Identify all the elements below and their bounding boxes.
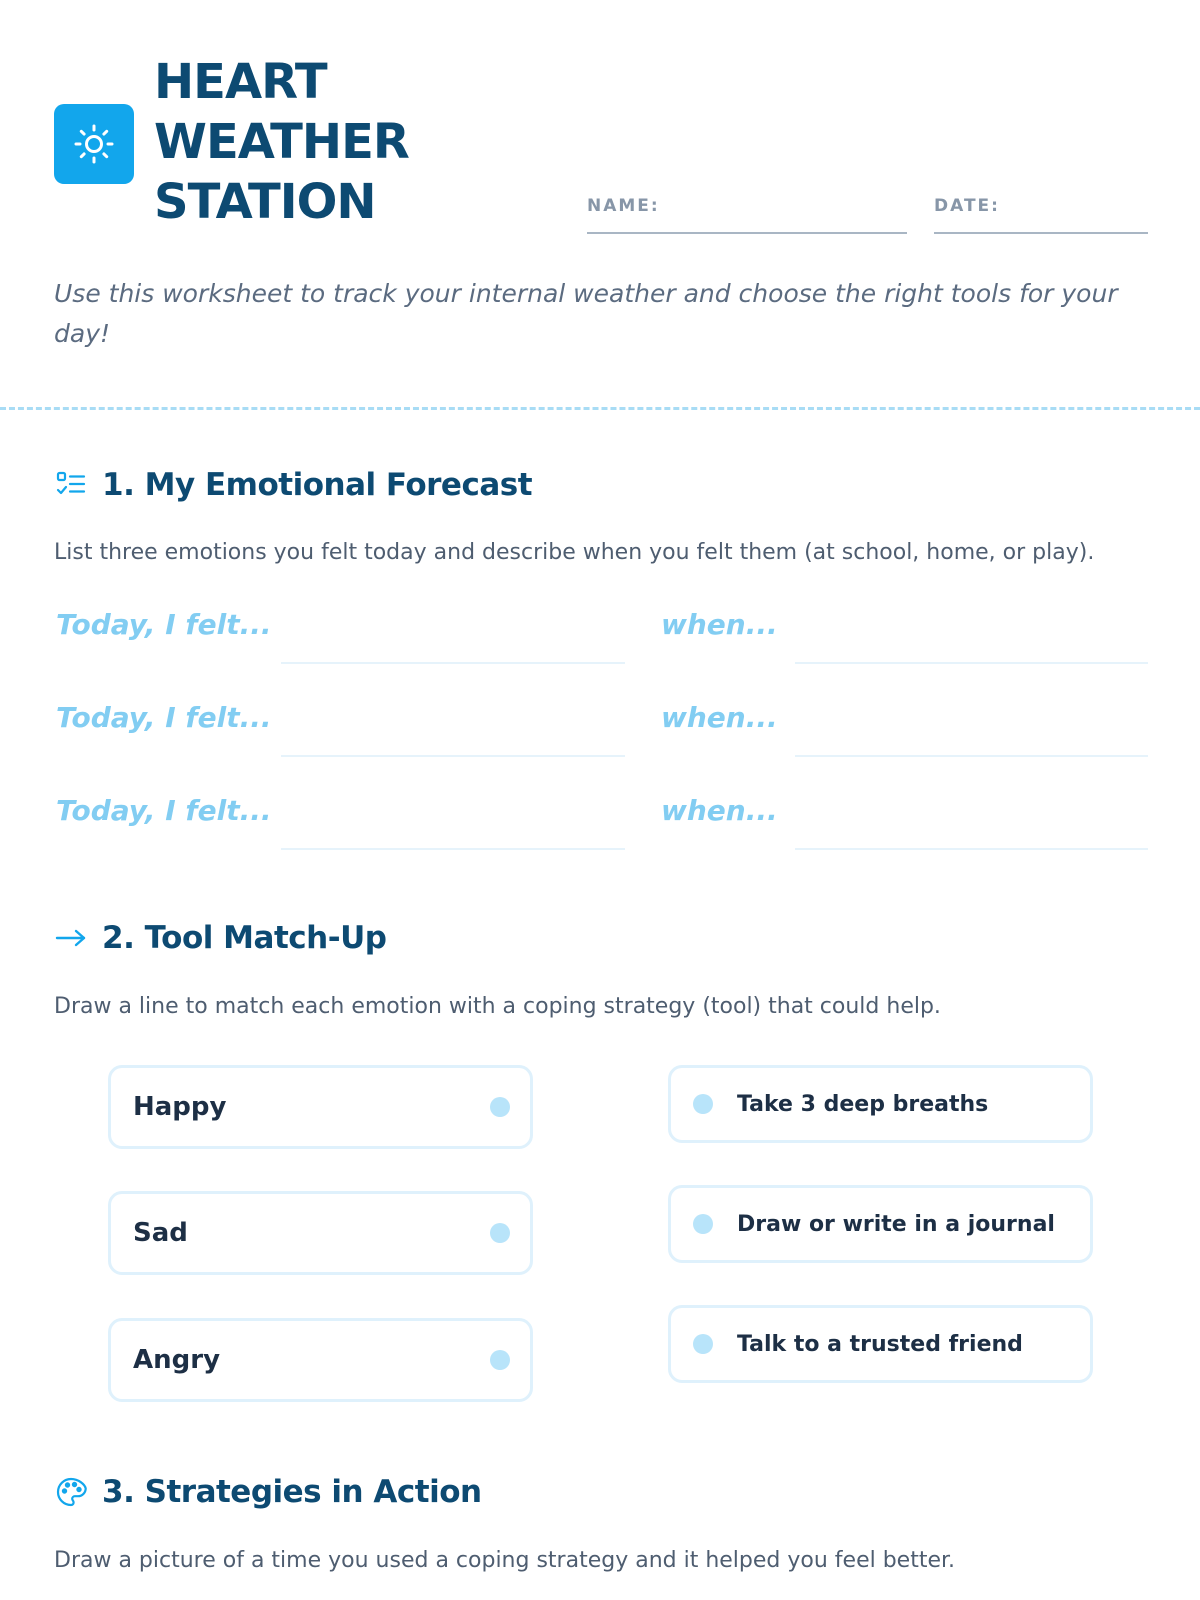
section-1-title: 1. My Emotional Forecast [102, 467, 533, 503]
when-prompt: when... [661, 794, 778, 827]
title-line: HEART [154, 54, 327, 110]
felt-answer-line[interactable] [281, 662, 625, 664]
checklist-icon [54, 468, 88, 502]
felt-prompt: Today, I felt... [56, 701, 272, 734]
section-2-heading [54, 920, 386, 956]
emotion-label: Sad [133, 1218, 188, 1248]
when-prompt: when... [661, 608, 778, 641]
name-field[interactable] [587, 196, 907, 234]
connector-dot[interactable] [490, 1350, 510, 1370]
section-2-title: 2. Tool Match-Up [102, 920, 387, 956]
page-title [154, 52, 554, 232]
forecast-row [54, 697, 1148, 757]
when-prompt: when... [661, 701, 778, 734]
section-2-description: Draw a line to match each emotion with a coping strategy (tool) that could help. [54, 994, 941, 1019]
arrow-right-icon [54, 921, 88, 955]
sun-icon [72, 122, 116, 166]
section-1-heading [54, 467, 532, 503]
connector-dot[interactable] [693, 1094, 713, 1114]
when-answer-line[interactable] [795, 662, 1148, 664]
forecast-row [54, 790, 1148, 850]
emotion-label: Angry [133, 1345, 221, 1375]
date-label: DATE: [934, 196, 1000, 216]
tool-card-friend[interactable] [668, 1305, 1093, 1383]
felt-answer-line[interactable] [281, 755, 625, 757]
section-3-heading [54, 1474, 482, 1510]
felt-answer-line[interactable] [281, 848, 625, 850]
palette-icon [54, 1475, 88, 1509]
logo-badge [54, 104, 134, 184]
section-divider [0, 407, 1200, 410]
connector-dot[interactable] [490, 1223, 510, 1243]
tool-label: Take 3 deep breaths [737, 1091, 989, 1117]
title-line: STATION [154, 174, 376, 230]
felt-prompt: Today, I felt... [56, 608, 272, 641]
connector-dot[interactable] [693, 1334, 713, 1354]
tool-card-journal[interactable] [668, 1185, 1093, 1263]
when-answer-line[interactable] [795, 848, 1148, 850]
name-label: NAME: [587, 196, 660, 216]
emotion-label: Happy [133, 1092, 227, 1122]
tool-label: Draw or write in a journal [737, 1211, 1055, 1237]
section-1-description: List three emotions you felt today and describe when you felt them (at school, home, or play). [54, 540, 1095, 565]
felt-prompt: Today, I felt... [56, 794, 272, 827]
intro-text: Use this worksheet to track your internal weather and choose the right tools for your day! [54, 279, 1118, 348]
emotion-card-sad[interactable] [108, 1191, 533, 1275]
title-line: WEATHER [154, 114, 409, 170]
emotion-card-angry[interactable] [108, 1318, 533, 1402]
section-3-description: Draw a picture of a time you used a coping strategy and it helped you feel better. [54, 1548, 956, 1573]
tool-card-breaths[interactable] [668, 1065, 1093, 1143]
forecast-row [54, 604, 1148, 664]
emotion-card-happy[interactable] [108, 1065, 533, 1149]
when-answer-line[interactable] [795, 755, 1148, 757]
connector-dot[interactable] [490, 1097, 510, 1117]
connector-dot[interactable] [693, 1214, 713, 1234]
section-3-title: 3. Strategies in Action [102, 1474, 482, 1510]
tool-label: Talk to a trusted friend [737, 1331, 1023, 1357]
date-field[interactable] [934, 196, 1148, 234]
